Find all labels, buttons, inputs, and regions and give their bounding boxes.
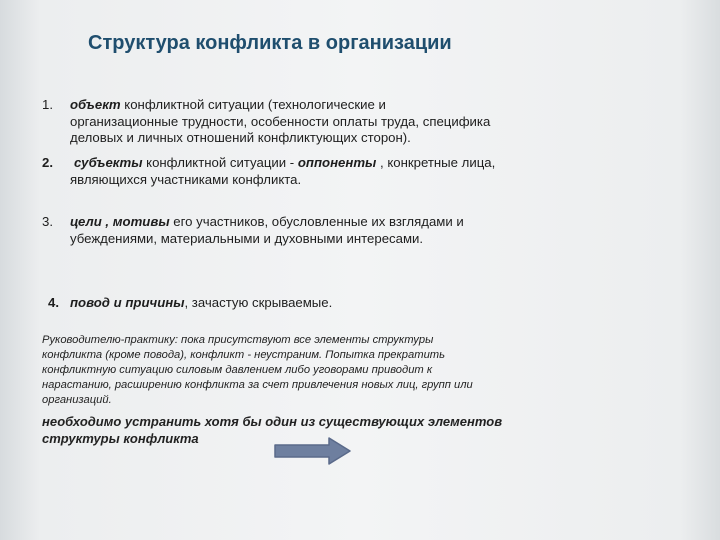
- item-text: , зачастую скрываемые.: [184, 295, 333, 310]
- item-lead: повод и причины: [70, 295, 185, 310]
- item-number: 3.: [42, 214, 53, 229]
- list-item-1: [42, 97, 562, 147]
- item-text-line: являющихся участниками конфликта.: [70, 171, 302, 187]
- conclusion-line: необходимо устранить хотя бы один из существующих элементов: [42, 414, 503, 429]
- item-lead-2: оппоненты: [297, 155, 377, 170]
- list-item-4: [48, 295, 568, 312]
- item-text: , конкретные лица,: [376, 155, 496, 170]
- note-line: организаций.: [42, 394, 112, 406]
- item-text: его участников, обусловленные их взглядами и: [169, 214, 464, 229]
- item-text-line: убеждениями, материальными и духовными интересами.: [70, 230, 424, 246]
- item-lead: субъекты: [74, 155, 143, 170]
- arrow-right-icon: [274, 437, 352, 465]
- item-number: 4.: [48, 295, 59, 310]
- item-text: конфликтной ситуации (технологические и: [120, 97, 386, 112]
- slide-title: Структура конфликта в организации: [88, 32, 452, 54]
- conclusion-line: структуры конфликта: [42, 431, 199, 446]
- list-item-3: [42, 214, 562, 247]
- list-item-2: [42, 155, 562, 188]
- manager-note: [42, 333, 562, 408]
- item-lead: цели , мотивы: [70, 214, 170, 229]
- note-line: нарастанию, расширению конфликта за счет привлечения новых лиц, групп или: [42, 379, 473, 391]
- item-lead: объект: [70, 97, 121, 112]
- item-number: 2.: [42, 155, 53, 170]
- note-line: Руководителю-практику: пока присутствуют все элементы структуры: [42, 334, 434, 346]
- item-number: 1.: [42, 97, 53, 112]
- note-line: конфликтную ситуацию силовым давлением либо уговорами приводит к: [42, 364, 433, 376]
- item-text: конфликтной ситуации -: [142, 155, 298, 170]
- note-line: конфликта (кроме повода), конфликт - неустраним. Попытка прекратить: [42, 349, 445, 361]
- item-text-line: деловых и личных отношений конфликтующих сторон).: [70, 130, 411, 145]
- item-text-line: организационные трудности, особенности оплаты труда, специфика: [70, 113, 491, 129]
